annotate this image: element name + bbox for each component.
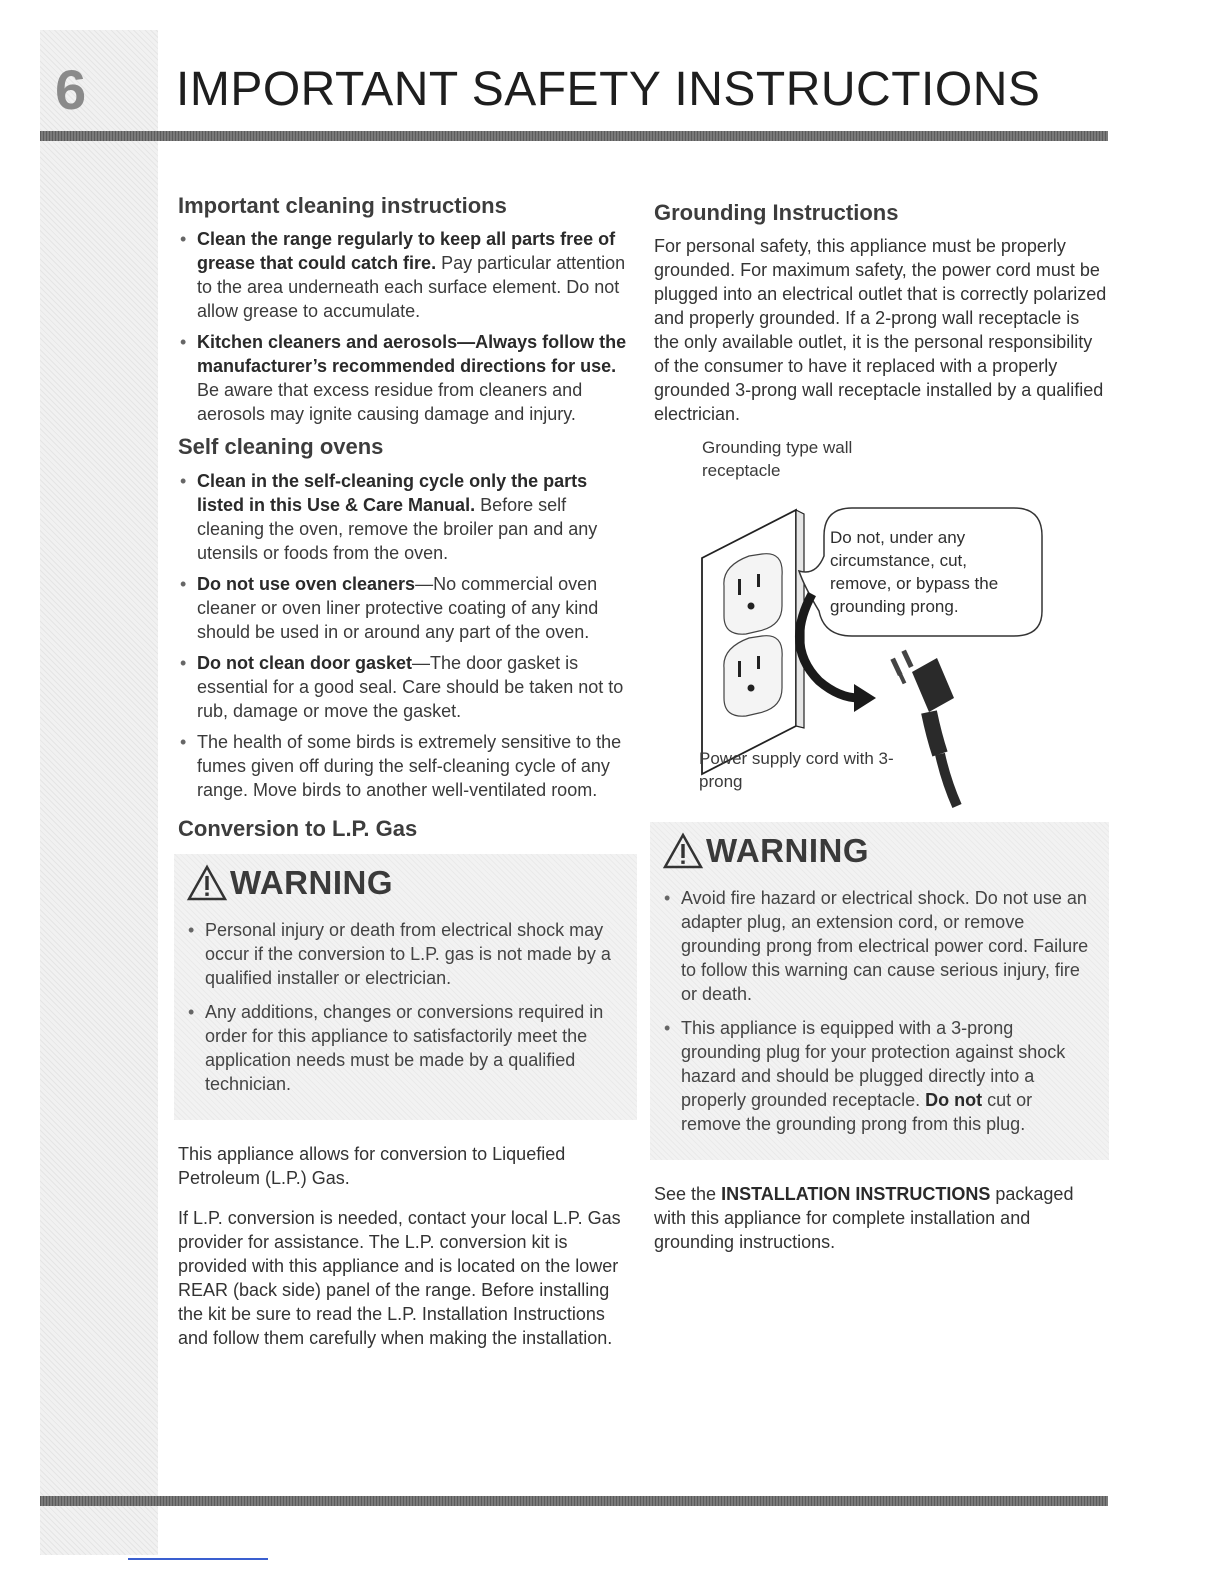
warning-list xyxy=(186,918,621,1096)
page-title: IMPORTANT SAFETY INSTRUCTIONS xyxy=(176,63,1041,116)
grounding-warning-box xyxy=(650,822,1109,1160)
item-text: Before self cleaning the oven, remove the broiler pan and any utensils or foods from the oven. xyxy=(197,494,598,563)
lp-warning-box xyxy=(174,854,637,1120)
lower-receptacle xyxy=(724,636,782,717)
bottom-link-line xyxy=(128,1558,268,1560)
warning-header xyxy=(186,864,621,902)
bold-lead: Do not use oven cleaners xyxy=(197,573,416,594)
item-text: Be aware that excess residue from cleaners and aerosols may ignite causing damage and injury. xyxy=(197,380,583,425)
item-text: cut or remove the grounding prong from this plug. xyxy=(681,1090,1033,1135)
cleaning-list xyxy=(178,227,633,426)
list-item xyxy=(662,1016,1093,1136)
list-item: • Avoid fire hazard or electrical shock. Do not use an adapter plug, an extension cord, or remove grounding prong from electrical power cord. Failure to follow this warning can cause serious injury, fire or death. xyxy=(662,886,1093,1006)
item-text: This appliance is equipped with a 3-prong grounding plug for your protection against shock hazard and should be plugged directly into a properly grounded receptacle. xyxy=(681,1018,1066,1111)
warning-label: WARNING xyxy=(230,864,393,902)
receptacle-figure xyxy=(654,436,1109,816)
grounding-heading: Grounding Instructions xyxy=(654,200,899,225)
list-item: • Any additions, changes or conversions required in order for this appliance to satisfactorily meet the application needs must be made by a qualified technician. xyxy=(186,1000,621,1096)
warning-triangle-icon xyxy=(662,832,704,870)
item-text: —No commercial oven cleaner or oven liner protective coating of any kind should be used in or around any part of the oven. xyxy=(197,573,599,642)
see-pre: See the xyxy=(654,1184,722,1205)
receptacle-label: Grounding type wall receptacle xyxy=(702,438,853,481)
grounding-paragraph: For personal safety, this appliance must be properly grounded. For maximum safety, the power cord must be plugged into an electrical outlet that is correctly polarized and properly grounded. If a 2-prong wall receptacle is the only available outlet, it is the personal responsibility of the consumer to have it replaced with a properly grounded 3-prong wall receptacle installed by a qualified electrician. xyxy=(654,236,1107,425)
installation-instructions-ref: INSTALLATION INSTRUCTIONS xyxy=(721,1184,991,1205)
list-item: • Personal injury or death from electrical shock may occur if the conversion to L.P. gas is not made by a qualified installer or electrician. xyxy=(186,918,621,990)
self-cleaning-list xyxy=(178,469,633,802)
cord-label: Power supply cord with 3-prong xyxy=(699,749,894,792)
bold-lead: Clean the range regularly to keep all parts free of grease that could catch fire. xyxy=(197,229,616,274)
see-post: packaged with this appliance for complete installation and grounding instructions. xyxy=(654,1184,1074,1253)
cleaning-heading: Important cleaning instructions xyxy=(178,193,507,218)
upper-receptacle xyxy=(724,554,782,635)
see-installation-paragraph xyxy=(654,1182,1109,1254)
footer-rule xyxy=(40,1496,1108,1506)
warning-header xyxy=(662,832,1093,870)
bold-lead: Do not clean door gasket xyxy=(197,652,413,673)
three-prong-plug xyxy=(890,650,957,806)
conversion-heading: Conversion to L.P. Gas xyxy=(178,815,418,841)
list-item xyxy=(178,651,633,723)
warning-list xyxy=(662,886,1093,1136)
left-column xyxy=(178,193,633,1366)
right-column xyxy=(654,200,1109,1270)
self-cleaning-heading: Self cleaning ovens xyxy=(178,434,384,460)
callout-text: Do not, under any circumstance, cut, remove, or bypass the grounding prong. xyxy=(830,528,999,617)
header-rule xyxy=(40,131,1108,141)
list-item xyxy=(178,330,633,426)
warning-label: WARNING xyxy=(706,832,869,870)
side-stripe xyxy=(40,30,158,1555)
conversion-paragraph-1: This appliance allows for conversion to Liquefied Petroleum (L.P.) Gas. xyxy=(178,1144,566,1189)
warning-triangle-icon xyxy=(186,864,228,902)
bold-lead: Clean in the self-cleaning cycle only the parts listed in this Use & Care Manual. xyxy=(197,470,588,515)
item-text: Pay particular attention to the area underneath each surface element. Do not allow grease to accumulate. xyxy=(197,253,626,322)
bold-lead: Kitchen cleaners and aerosols—Always follow the manufacturer’s recommended directions for use. xyxy=(197,332,627,377)
bold-text: Do not xyxy=(925,1090,983,1111)
conversion-paragraph-2: If L.P. conversion is needed, contact your local L.P. Gas provider for assistance. The L.P. conversion kit is provided with this appliance and is located on the lower REAR (back side) panel of the range. Before installing the kit be sure to read the L.P. Installation Instructions and follow them carefully when making the installation. xyxy=(178,1208,621,1349)
item-text: —The door gasket is essential for a good seal. Care should be taken not to rub, damage or move the gasket. xyxy=(197,652,624,721)
list-item xyxy=(178,227,633,323)
item-text: The health of some birds is extremely sensitive to the fumes given off during the self-cleaning cycle of any range. Move birds to another well-ventilated room. xyxy=(197,731,622,800)
arrow-head xyxy=(854,684,876,712)
page-number: 6 xyxy=(55,58,87,121)
list-item xyxy=(178,730,633,802)
list-item xyxy=(178,469,633,565)
list-item xyxy=(178,572,633,644)
